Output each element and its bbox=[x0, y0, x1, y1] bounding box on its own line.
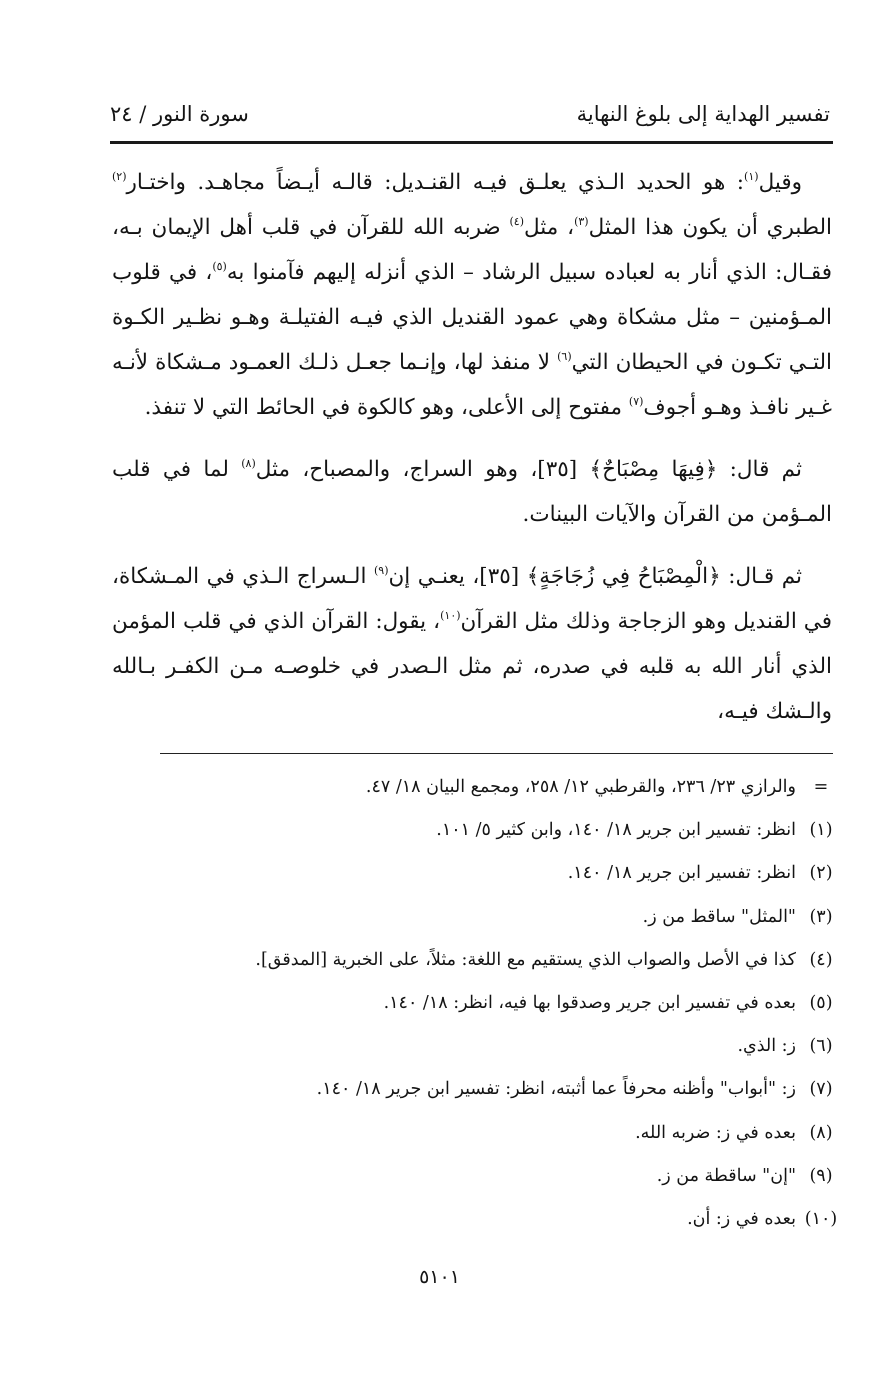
footnote-marker: (٤) bbox=[509, 215, 525, 228]
surah-reference: سورة النور / ٢٤ bbox=[110, 102, 249, 126]
paragraph-1 bbox=[112, 160, 832, 430]
footnote-text: "المثل" ساقط من ز. bbox=[642, 906, 796, 927]
footnote-text: انظر: تفسير ابن جرير ١٨/ ١٤٠، وابن كثير ٥/ ١٠١. bbox=[436, 820, 796, 841]
footnote-text: ز: "أبواب" وأظنه محرفاً عما أثبته، انظر: تفسير ابن جرير ١٨/ ١٤٠. bbox=[316, 1079, 796, 1100]
footnote-number: (٩) bbox=[809, 1165, 833, 1186]
footnotes-list bbox=[160, 766, 840, 1241]
footnote-marker: (٢) bbox=[112, 170, 127, 183]
page-number: ٥١٠١ bbox=[419, 1266, 460, 1288]
footnote-item bbox=[160, 896, 840, 939]
footnote-number: (٦) bbox=[809, 1036, 833, 1057]
paragraph-2 bbox=[112, 447, 832, 537]
footnote-text: انظر: تفسير ابن جرير ١٨/ ١٤٠. bbox=[567, 863, 796, 884]
footnote-text: والرازي ٢٣/ ٢٣٦، والقرطبي ١٢/ ٢٥٨، ومجمع البيان ١٨/ ٤٧. bbox=[365, 777, 796, 797]
footnote-marker: (٧) bbox=[628, 395, 644, 408]
footnote-divider bbox=[160, 753, 833, 754]
text-segment: ثم قـال: ﴿الْمِصْبَاحُ فِي زُجَاجَةٍ﴾ [٣٥]، يعنـي إن bbox=[388, 564, 802, 589]
footnote-number: (١) bbox=[809, 820, 833, 841]
book-title: تفسير الهداية إلى بلوغ النهاية bbox=[576, 102, 830, 126]
footnote-marker: (٨) bbox=[241, 457, 256, 470]
footnote-text: بعده في ز: ضربه الله. bbox=[635, 1122, 796, 1143]
footnote-number: (٣) bbox=[809, 906, 833, 927]
footnote-marker: (٦) bbox=[557, 350, 572, 363]
footnote-text: "إن" ساقطة من ز. bbox=[656, 1165, 796, 1186]
footnote-item bbox=[160, 982, 840, 1025]
footnote-number: (٢) bbox=[809, 863, 833, 884]
text-segment: لا منفذ لها، وإنـما جعـل ذلـك العمـود مـشكاة لأنـه غـير نافـذ وهـو أجوف bbox=[112, 350, 832, 420]
footnote-text: بعده في ز: أن. bbox=[687, 1208, 796, 1229]
footnote-number: (٤) bbox=[809, 949, 833, 970]
text-segment: الطبري أن يكون هذا المثل bbox=[588, 215, 832, 240]
footnote-number: (١٠) bbox=[804, 1208, 838, 1229]
footnote-marker: (٩) bbox=[373, 564, 389, 577]
footnote-item bbox=[160, 852, 840, 895]
text-segment: مفتوح إلى الأعلى، وهو كالكوة في الحائط التي لا تنفذ. bbox=[144, 395, 629, 420]
footnote-number: = bbox=[813, 777, 829, 797]
text-segment: وقيل bbox=[758, 170, 802, 195]
paragraph-3 bbox=[112, 554, 832, 734]
footnote-marker: (٣) bbox=[574, 215, 589, 228]
footnote-marker: (١) bbox=[744, 170, 759, 183]
footnote-item bbox=[160, 1068, 840, 1111]
footnote-item bbox=[160, 809, 840, 852]
text-segment: ضربه الله للقرآن في قلب أهل الإيمان بـه، فقـال: الذي أنار به لعباده سبيل الرشاد – الذي أنزله إليهم فآمنوا به bbox=[112, 215, 832, 285]
footnote-marker: (٥) bbox=[212, 260, 227, 273]
footnote-item bbox=[160, 1155, 840, 1198]
footnote-text: بعده في تفسير ابن جرير وصدقوا بها فيه، انظر: ١٨/ ١٤٠. bbox=[383, 992, 796, 1013]
text-segment: : هو الحديد الـذي يعلـق فيـه القنـديل: قالـه أيـضاً مجاهـد. واختـار bbox=[126, 170, 745, 195]
footnote-text: ز: الذي. bbox=[737, 1036, 796, 1057]
header-divider bbox=[110, 141, 833, 144]
footnote-number: (٨) bbox=[809, 1122, 833, 1143]
footnote-number: (٥) bbox=[809, 992, 833, 1013]
text-segment: ، مثل bbox=[524, 215, 575, 240]
text-segment: الـسراج الـذي في المـشكاة، في القنديل وهو الزجاجة وذلك مثل القرآن bbox=[112, 564, 832, 634]
footnote-text: كذا في الأصل والصواب الذي يستقيم مع اللغة: مثلاً، على الخبرية [المدقق]. bbox=[255, 949, 796, 970]
text-segment: ، يقول: القرآن الذي في قلب المؤمن الذي أنار الله به قلبه في صدره، ثم مثل الـصدر في خلوصـه مـن الكفـر بـالله والـشك فيـه، bbox=[112, 609, 832, 724]
footnote-item bbox=[160, 766, 840, 809]
footnote-number: (٧) bbox=[809, 1079, 833, 1100]
footnote-item bbox=[160, 1112, 840, 1155]
text-segment: لما في قلب المـؤمن من القرآن والآيات البينات. bbox=[112, 457, 832, 527]
text-segment: ، في قلوب المـؤمنين – مثل مشكاة وهي عمود القنديل الذي فيـه الفتيلـة وهـو نظـير الكـوة التـي تكـون في الحيطان التي bbox=[112, 260, 832, 375]
footnote-item bbox=[160, 1025, 840, 1068]
text-segment: ثم قال: ﴿فِيهَا مِصْبَاحٌ﴾ [٣٥]، وهو السراج، والمصباح، مثل bbox=[255, 457, 802, 482]
footnote-marker: (١٠) bbox=[440, 609, 461, 622]
footnote-item bbox=[160, 939, 840, 982]
running-header bbox=[110, 96, 830, 132]
footnote-item bbox=[160, 1198, 840, 1241]
main-text bbox=[112, 160, 832, 751]
